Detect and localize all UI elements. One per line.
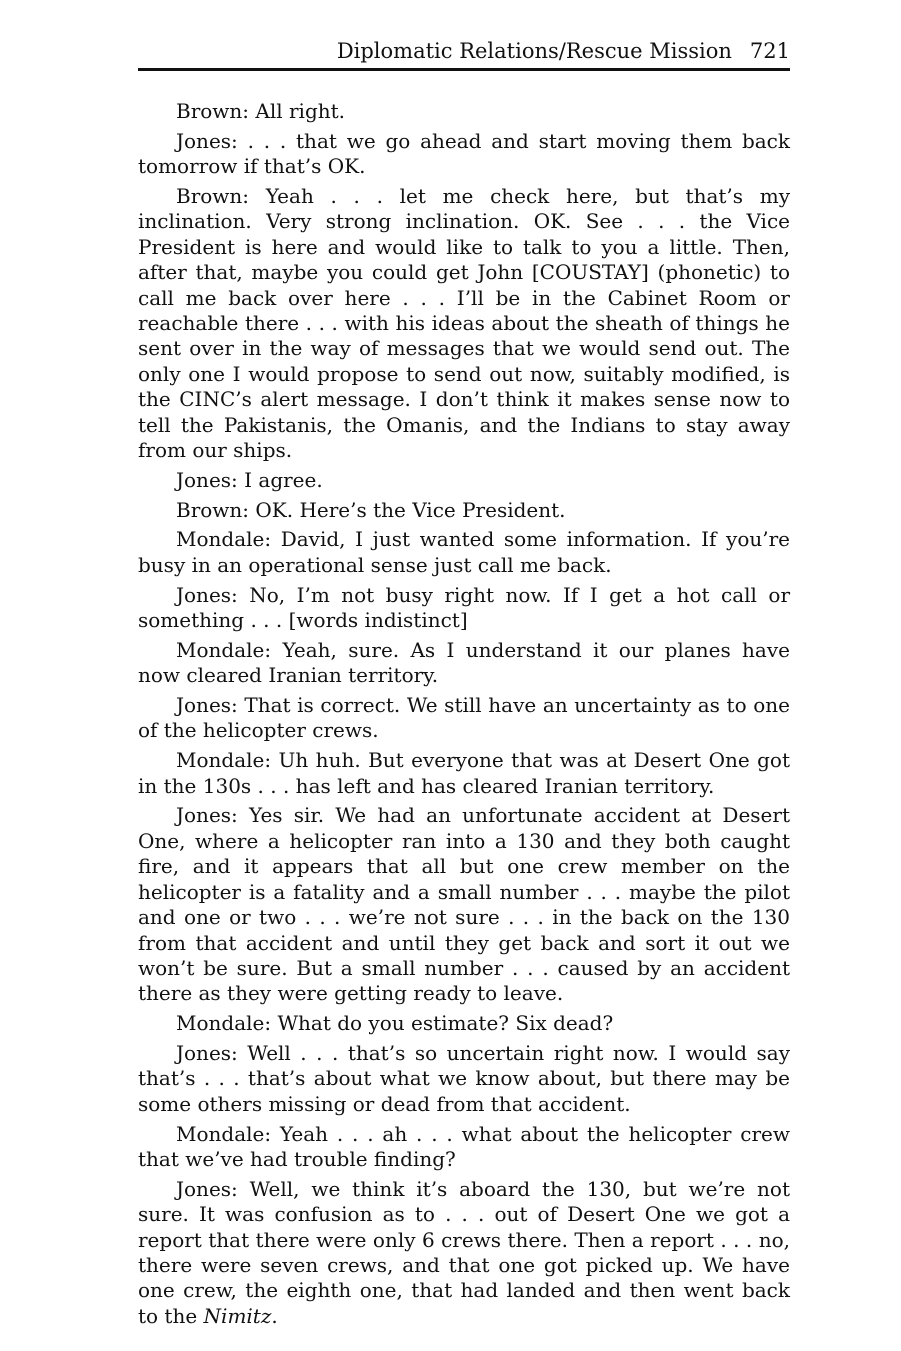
paragraph: Mondale: David, I just wanted some information. If you’re busy in an operational sense just call me back.	[138, 527, 790, 577]
paragraph: Jones: I agree.	[176, 467, 323, 492]
paragraph: Jones: Yes sir. We had an unfortunate accident at Desert One, where a helicopter ran into a 130 and they both caught fire, and it appears that all but one crew member on the helicopter is a fatality and a small number . . . maybe the pilot and one or two . . . we’re not sure . . . in the back on the 130 from that accident and until they get back and sort it out we won’t be sure. But a small number . . . caused by an accident there as they were getting ready to leave.	[138, 803, 790, 1006]
paragraph-last	[138, 1177, 790, 1329]
running-header	[138, 38, 790, 64]
body-text	[138, 99, 790, 1334]
paragraph: Brown: OK. Here’s the Vice President.	[176, 497, 566, 522]
paragraph: Mondale: Yeah, sure. As I understand it our planes have now cleared Iranian territory.	[138, 637, 790, 688]
running-header-title: Diplomatic Relations/Rescue Mission	[336, 39, 732, 63]
header-rule	[138, 68, 790, 71]
paragraph: Mondale: Uh huh. But everyone that was at Desert One got in the 130s . . . has left and has cleared Iranian territory.	[138, 748, 790, 798]
paragraph: Jones: . . . that we go ahead and start moving them back tomorrow if that’s OK.	[138, 128, 790, 179]
paragraph: Jones: Well . . . that’s so uncertain right now. I would say that’s . . . that’s about what we know about, but there may be some others missing or dead from that accident.	[138, 1040, 790, 1116]
paragraph-last-text: Jones: Well, we think it’s aboard the 130, but we’re not sure. It was confusion as to . . . out of Desert One we got a report that there were only 6 crews there. Then a report . . . no, there were seven crews, and that one got picked up. We have one crew, the eighth one, that had landed and then went back to the	[138, 1176, 790, 1328]
paragraph: Mondale: Yeah . . . ah . . . what about the helicopter crew that we’ve had trouble finding?	[138, 1121, 790, 1171]
paragraph-last-end: .	[271, 1303, 278, 1328]
page-number: 721	[749, 39, 790, 63]
paragraph: Jones: No, I’m not busy right now. If I get a hot call or something . . . [words indistinct]	[138, 582, 790, 633]
paragraph: Brown: Yeah . . . let me check here, but that’s my inclination. Very strong inclination. OK. See . . . the Vice President is here and would like to talk to you a little. Then, after that, maybe you could get John [COUSTAY] (phonetic) to call me back over here . . . I’ll be in the Cabinet Room or reachable there . . . with his ideas about the sheath of things he sent over in the way of messages that we would send out. The only one I would propose to send out now, suitably modified, is the CINC’s alert message. I don’t think it makes sense now to tell the Pakistanis, the Omanis, and the Indians to stay away from our ships.	[138, 184, 790, 463]
ship-name-italic: Nimitz	[203, 1303, 272, 1328]
paragraph: Brown: All right.	[176, 99, 346, 123]
paragraph: Mondale: What do you estimate? Six dead?	[176, 1011, 614, 1036]
paragraph: Jones: That is correct. We still have an uncertainty as to one of the helicopter crews.	[138, 693, 790, 743]
